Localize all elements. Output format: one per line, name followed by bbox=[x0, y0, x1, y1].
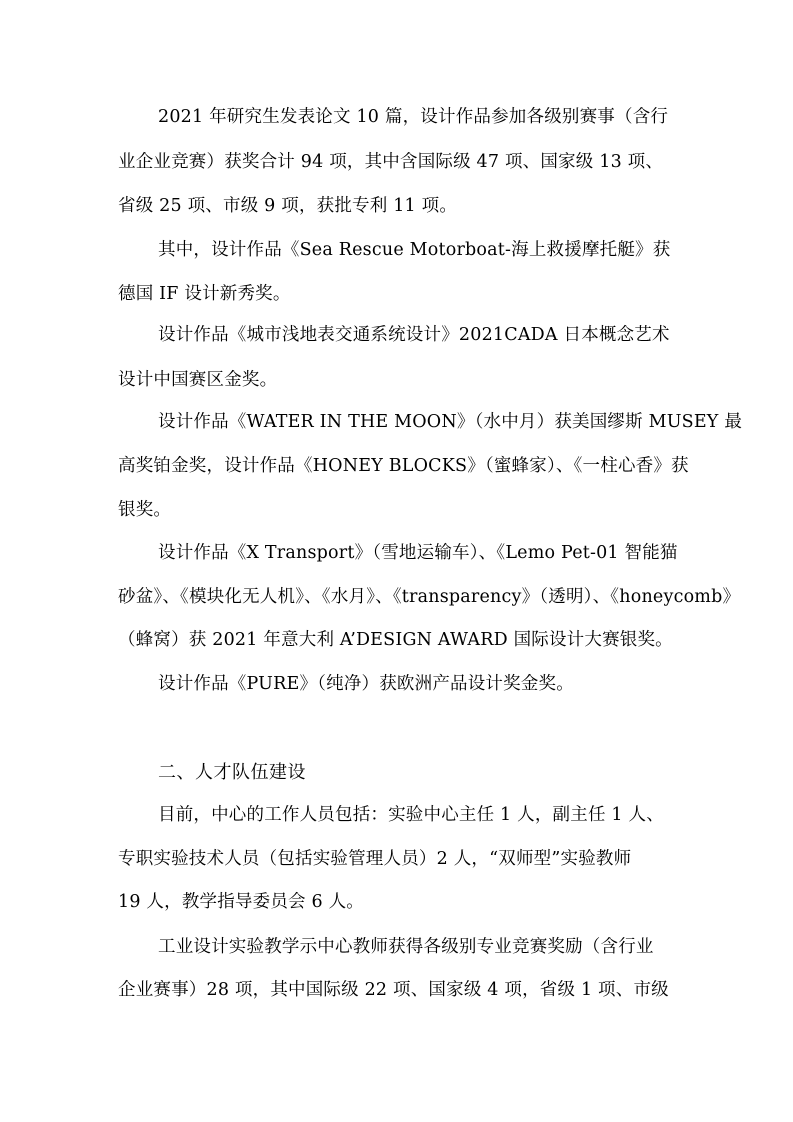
paragraph-line: 工业设计实验教学示中心教师获得各级别专业竞赛奖励（含行业 bbox=[158, 937, 654, 957]
section-heading: 二、人才队伍建设 bbox=[158, 762, 306, 783]
paragraph-line: 设计作品《PURE》（纯净）获欧洲产品设计奖金奖。 bbox=[158, 674, 574, 694]
paragraph-line: 专职实验技术人员（包括实验管理人员）2 人，“双师型”实验教师 bbox=[118, 849, 632, 869]
paragraph-line: 目前，中心的工作人员包括：实验中心主任 1 人，副主任 1 人、 bbox=[158, 805, 664, 825]
paragraph-line: 19 人，教学指导委员会 6 人。 bbox=[118, 892, 364, 912]
paragraph-line: （蜂窝）获 2021 年意大利 A’DESIGN AWARD 国际设计大赛银奖。 bbox=[118, 630, 673, 650]
paragraph-line: 设计作品《X Transport》（雪地运输车）、《Lemo Pet-01 智能猫 bbox=[158, 543, 678, 563]
paragraph-line: 省级 25 项、市级 9 项，获批专利 11 项。 bbox=[118, 196, 458, 216]
paragraph-line: 银奖。 bbox=[118, 500, 172, 520]
paragraph-line: 业企业竞赛）获奖合计 94 项，其中含国际级 47 项、国家级 13 项、 bbox=[118, 152, 664, 172]
paragraph-line: 设计中国赛区金奖。 bbox=[118, 370, 278, 390]
paragraph-line: 高奖铂金奖，设计作品《HONEY BLOCKS》（蜜蜂家）、《一柱心香》获 bbox=[118, 456, 689, 476]
paragraph-line: 企业赛事）28 项，其中国际级 22 项、国家级 4 项，省级 1 项、市级 bbox=[118, 980, 669, 1000]
paragraph-line: 德国 IF 设计新秀奖。 bbox=[118, 284, 291, 304]
paragraph-line: 2021 年研究生发表论文 10 篇，设计作品参加各级别赛事（含行 bbox=[158, 107, 669, 127]
paragraph-line: 设计作品《WATER IN THE MOON》（水中月）获美国缪斯 MUSEY 最 bbox=[158, 412, 743, 432]
paragraph-line: 砂盆》、《模块化无人机》、《水月》、《transparency》（透明）、《honeycomb》 bbox=[118, 587, 741, 607]
paragraph-line: 其中，设计作品《Sea Rescue Motorboat-海上救援摩托艇》获 bbox=[158, 240, 671, 260]
paragraph-line: 设计作品《城市浅地表交通系统设计》2021CADA 日本概念艺术 bbox=[158, 325, 670, 345]
